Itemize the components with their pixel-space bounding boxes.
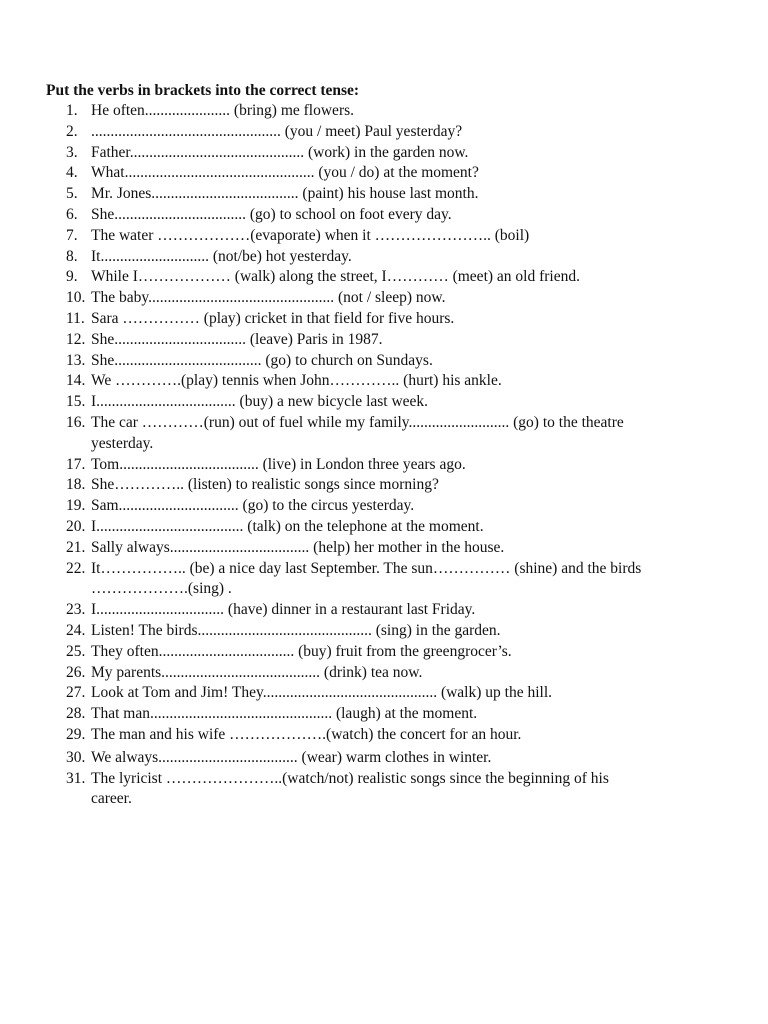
item-number: 26. xyxy=(66,663,86,681)
item-number: 18. xyxy=(66,476,86,494)
item-text: The man and his wife ……………….(watch) the concert for an hour. xyxy=(91,725,522,743)
item-number: 28. xyxy=(66,705,86,723)
item-number: 20. xyxy=(66,517,86,535)
item-text: I...................................... (talk) on the telephone at the moment. xyxy=(91,517,484,535)
exercise-item-25 xyxy=(0,642,768,663)
item-number: 7. xyxy=(66,226,78,244)
exercise-item-3 xyxy=(0,143,768,164)
exercise-item-22 xyxy=(0,559,768,601)
item-number: 13. xyxy=(66,351,86,369)
item-number: 21. xyxy=(66,538,86,556)
exercise-item-4 xyxy=(0,163,768,184)
item-text: Sam............................... (go) to the circus yesterday. xyxy=(91,497,415,515)
item-number: 3. xyxy=(66,143,78,161)
item-text: Mr. Jones...................................... (paint) his house last month. xyxy=(91,185,479,203)
item-number: 8. xyxy=(66,247,78,265)
item-text: ................................................. (you / meet) Paul yesterday? xyxy=(91,122,463,140)
item-number: 23. xyxy=(66,601,86,619)
item-number: 30. xyxy=(66,748,86,766)
exercise-item-31 xyxy=(0,769,768,811)
item-text: She...................................... (go) to church on Sundays. xyxy=(91,351,433,369)
item-text: We ………….(play) tennis when John………….. (hurt) his ankle. xyxy=(91,372,502,390)
exercise-item-29 xyxy=(0,725,768,746)
item-text: While I……………… (walk) along the street, I………… (meet) an old friend. xyxy=(91,268,580,286)
item-text: I.................................... (buy) a new bicycle last week. xyxy=(91,393,429,411)
exercise-item-19 xyxy=(0,496,768,517)
item-text: Tom.................................... (live) in London three years ago. xyxy=(91,455,466,473)
item-text: Father............................................. (work) in the garden now. xyxy=(91,143,469,161)
item-text-continuation: yesterday. xyxy=(91,434,154,452)
item-number: 4. xyxy=(66,164,78,182)
item-text: She.................................. (go) to school on foot every day. xyxy=(91,205,452,223)
exercise-item-1 xyxy=(0,101,768,122)
exercise-item-6 xyxy=(0,205,768,226)
item-text: The water ………………(evaporate) when it ………………….. (boil) xyxy=(91,226,530,244)
item-text: It…………….. (be) a nice day last September. The sun…………… (shine) and the birds xyxy=(91,559,642,577)
exercise-item-17 xyxy=(0,455,768,476)
item-number: 1. xyxy=(66,102,78,119)
item-text: I................................. (have) dinner in a restaurant last Friday. xyxy=(91,601,476,619)
item-number: 12. xyxy=(66,330,86,348)
item-number: 9. xyxy=(66,268,78,286)
item-text-continuation: career. xyxy=(91,790,132,808)
item-text-continuation: ……………….(sing) . xyxy=(91,580,232,598)
item-text: It............................ (not/be) hot yesterday. xyxy=(91,247,352,265)
exercise-item-18 xyxy=(0,475,768,496)
exercise-item-26 xyxy=(0,663,768,684)
exercise-item-28 xyxy=(0,704,768,725)
item-text: He often...................... (bring) me flowers. xyxy=(91,102,355,119)
item-number: 5. xyxy=(66,185,78,203)
exercise-item-27 xyxy=(0,683,768,704)
item-text: We always.................................... (wear) warm clothes in winter. xyxy=(91,748,492,766)
item-number: 31. xyxy=(66,769,86,787)
item-number: 27. xyxy=(66,684,86,702)
worksheet-heading: Put the verbs in brackets into the correct tense: xyxy=(46,82,360,99)
item-number: 19. xyxy=(66,497,86,515)
item-number: 10. xyxy=(66,289,86,307)
item-number: 22. xyxy=(66,559,86,577)
exercise-item-15 xyxy=(0,392,768,413)
item-text: She………….. (listen) to realistic songs since morning? xyxy=(91,476,439,494)
item-number: 29. xyxy=(66,725,86,743)
exercise-item-30 xyxy=(0,748,768,769)
exercise-item-10 xyxy=(0,288,768,309)
item-text: The car …………(run) out of fuel while my family.......................... (go) to the theatre xyxy=(91,413,624,431)
item-number: 15. xyxy=(66,393,86,411)
exercise-item-13 xyxy=(0,351,768,372)
exercise-item-9 xyxy=(0,267,768,288)
item-text: The lyricist …………………..(watch/not) realistic songs since the beginning of his xyxy=(91,769,609,787)
exercise-item-21 xyxy=(0,538,768,559)
exercise-item-8 xyxy=(0,247,768,268)
item-text: Sara …………… (play) cricket in that field for five hours. xyxy=(91,309,455,327)
item-number: 2. xyxy=(66,122,78,140)
item-text: My parents......................................... (drink) tea now. xyxy=(91,663,423,681)
exercise-list xyxy=(0,101,768,810)
exercise-item-2 xyxy=(0,122,768,143)
item-text: Listen! The birds............................................. (sing) in the garden. xyxy=(91,621,501,639)
item-text: What................................................. (you / do) at the moment? xyxy=(91,164,479,182)
exercise-item-24 xyxy=(0,621,768,642)
item-number: 14. xyxy=(66,372,86,390)
exercise-item-11 xyxy=(0,309,768,330)
item-text: Sally always.................................... (help) her mother in the house. xyxy=(91,538,505,556)
item-text: They often................................... (buy) fruit from the greengrocer’s. xyxy=(91,642,512,660)
exercise-item-16 xyxy=(0,413,768,455)
exercise-item-23 xyxy=(0,600,768,621)
item-text: She.................................. (leave) Paris in 1987. xyxy=(91,330,383,348)
exercise-item-7 xyxy=(0,226,768,247)
exercise-item-20 xyxy=(0,517,768,538)
item-number: 6. xyxy=(66,205,78,223)
item-number: 11. xyxy=(66,309,85,327)
item-text: That man............................................... (laugh) at the moment. xyxy=(91,705,478,723)
exercise-item-14 xyxy=(0,371,768,392)
item-number: 24. xyxy=(66,621,86,639)
item-number: 25. xyxy=(66,642,86,660)
item-text: The baby................................................ (not / sleep) now. xyxy=(91,289,446,307)
exercise-item-12 xyxy=(0,330,768,351)
exercise-item-5 xyxy=(0,184,768,205)
item-number: 17. xyxy=(66,455,86,473)
item-text: Look at Tom and Jim! They............................................. (walk) up the hill. xyxy=(91,684,552,702)
item-number: 16. xyxy=(66,413,86,431)
